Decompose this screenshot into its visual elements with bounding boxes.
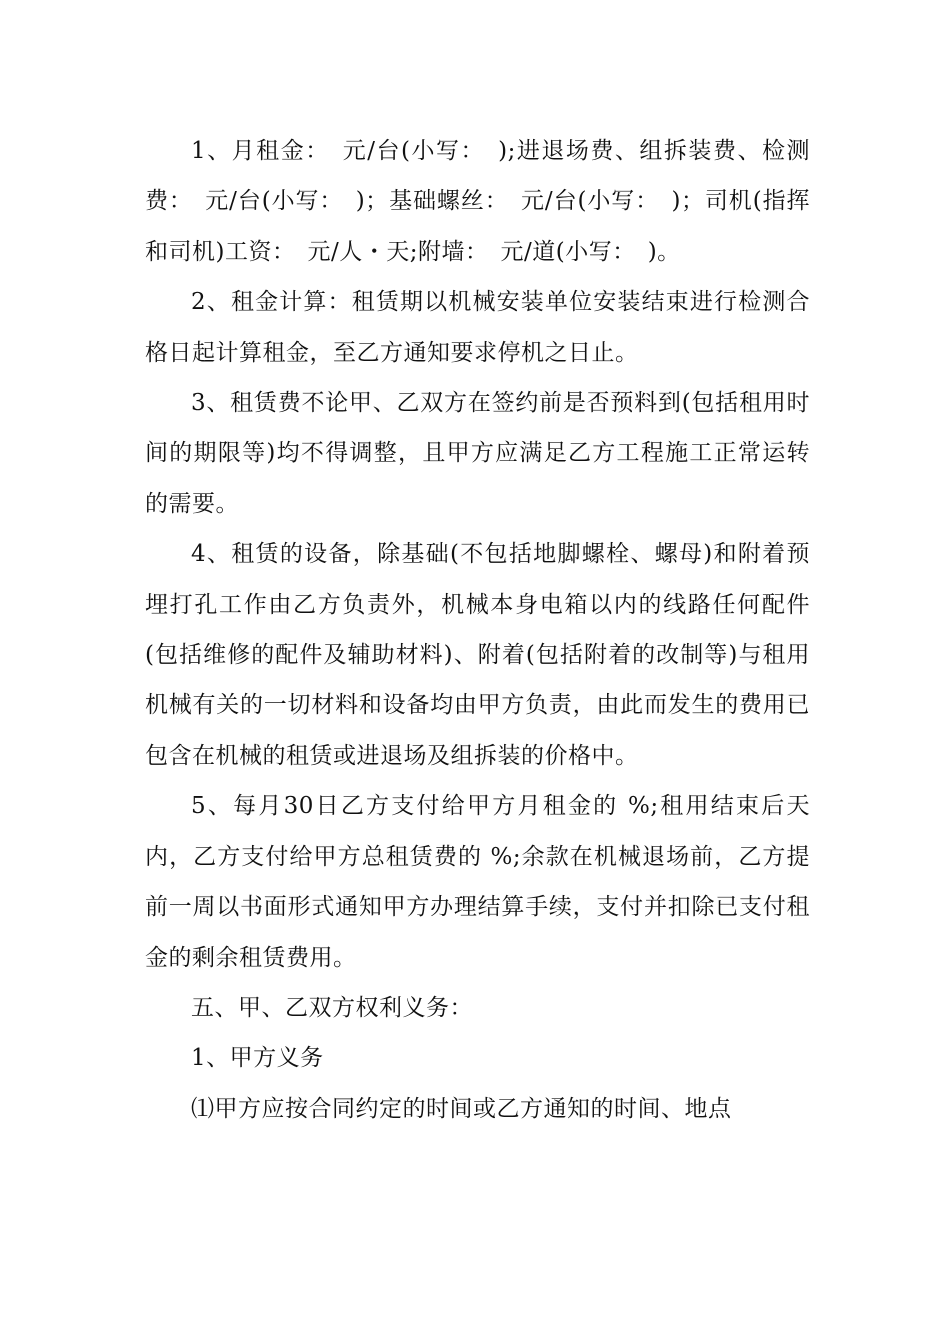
paragraph-rent-adjustment: 3、租赁费不论甲、乙双方在签约前是否预料到(包括租用时间的期限等)均不得调整，且甲方应满足乙方工程施工正常运转的需要。	[145, 390, 810, 517]
paragraph-monthly-rent: 1、月租金： 元/台(小写： );进退场费、组拆装费、检测费： 元/台(小写： )；基础螺丝： 元/台(小写： )；司机(指挥和司机)工资： 元/人・天;附墙： 元/道(小写： )。	[145, 138, 810, 265]
paragraph-equipment-responsibility: 4、租赁的设备，除基础(不包括地脚螺栓、螺母)和附着预埋打孔工作由乙方负责外，机械本身电箱以内的线路任何配件(包括维修的配件及辅助材料)、附着(包括附着的改制等)与租用机械有关的一切材料和设备均由甲方负责，由此而发生的费用已包含在机械的租赁或进退场及组拆装的价格中。	[145, 541, 810, 769]
paragraph-payment-terms: 5、每月30日乙方支付给甲方月租金的 %;租用结束后天内，乙方支付给甲方总租赁费的 %;余款在机械退场前，乙方提前一周以书面形式通知甲方办理结算手续，支付并扣除已支付租金的剩余租赁费用。	[145, 793, 810, 971]
subheading-party-a-obligations: 1、甲方义务	[191, 1045, 324, 1072]
paragraph-party-a-clause-1: ⑴甲方应按合同约定的时间或乙方通知的时间、地点	[191, 1095, 732, 1122]
paragraph-rent-calculation: 2、租金计算：租赁期以机械安装单位安装结束进行检测合格日起计算租金，至乙方通知要求停机之日止。	[145, 289, 810, 366]
document-body	[145, 126, 810, 1134]
section-heading-rights-obligations: 五、甲、乙双方权利义务：	[191, 994, 473, 1021]
